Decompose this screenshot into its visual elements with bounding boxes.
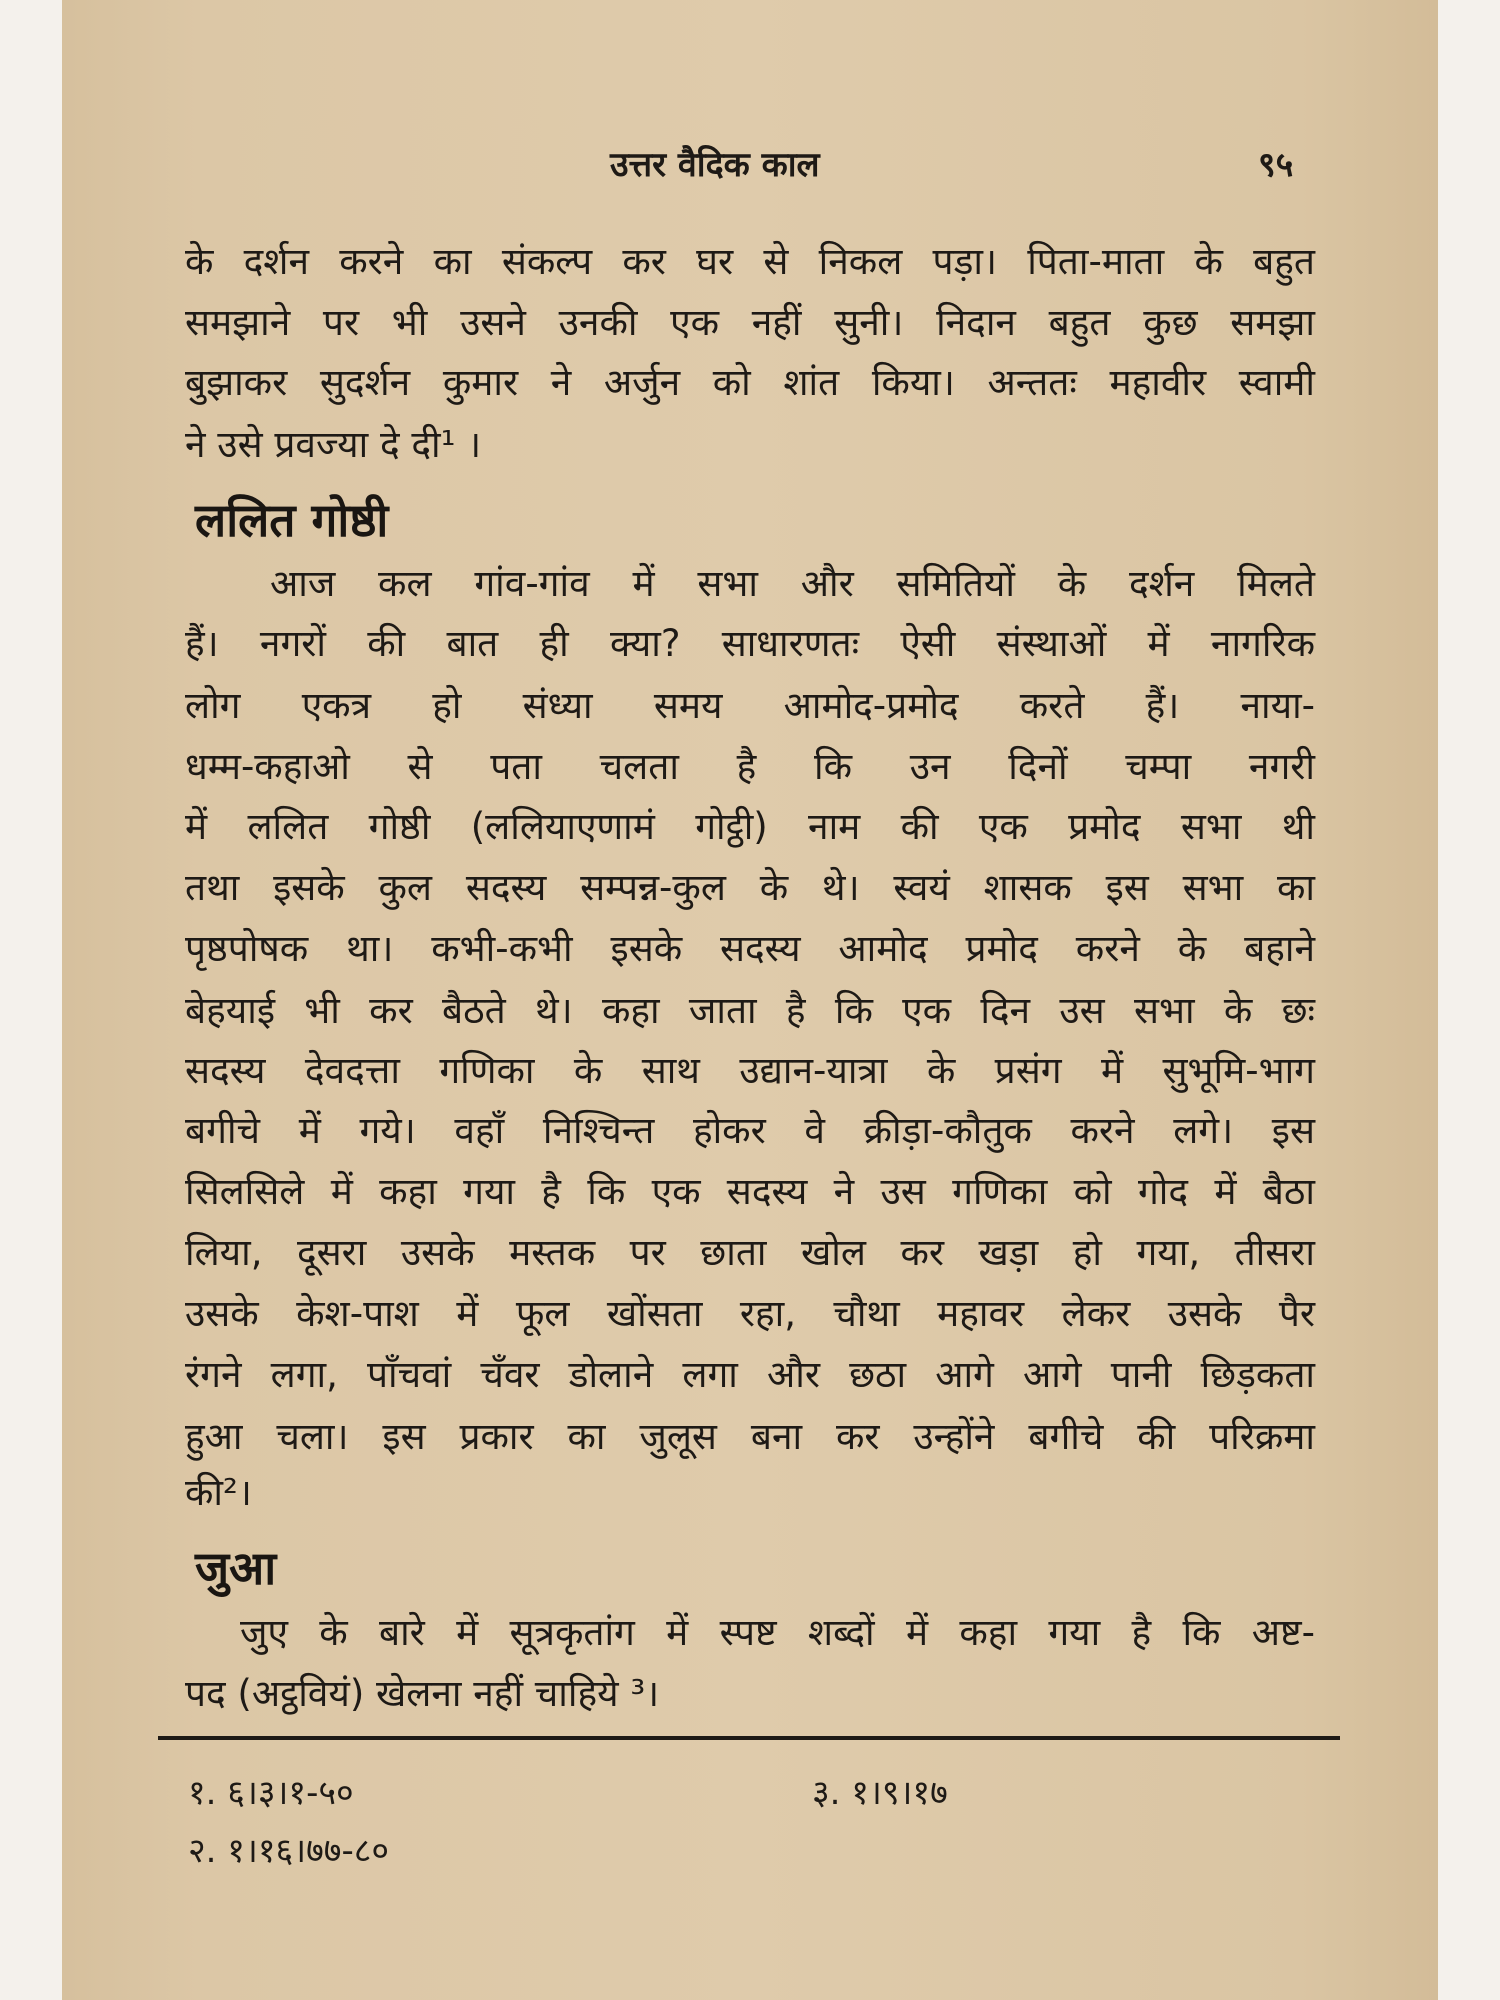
running-header-title: उत्तर वैदिक काल [610, 145, 820, 185]
text-line: धम्म-कहाओ से पता चलता है कि उन दिनों चम्पा नगरी [185, 745, 1315, 788]
text-line: के दर्शन करने का संकल्प कर घर से निकल पड़ा। पिता-माता के बहुत [185, 240, 1315, 283]
page-number: ९५ [1258, 145, 1294, 185]
text-line: की²। [185, 1471, 252, 1514]
section-heading: ललित गोष्ठी [195, 493, 389, 547]
text-line: रंगने लगा, पाँचवां चँवर डोलाने लगा और छठा आगे आगे पानी छिड़कता [185, 1353, 1315, 1396]
text-line: सदस्य देवदत्ता गणिका के साथ उद्यान-यात्रा के प्रसंग में सुभूमि-भाग [185, 1049, 1315, 1092]
text-line: हैं। नगरों की बात ही क्या? साधारणतः ऐसी संस्थाओं में नागरिक [185, 622, 1315, 665]
text-line: लोग एकत्र हो संध्या समय आमोद-प्रमोद करते हैं। नाया- [185, 684, 1315, 727]
text-line: पद (अट्ठवियं) खेलना नहीं चाहिये ³। [185, 1672, 660, 1715]
text-line: में ललित गोष्ठी (ललियाएणामं गोट्ठी) नाम की एक प्रमोद सभा थी [185, 805, 1315, 848]
text-line: आज कल गांव-गांव में सभा और समितियों के दर्शन मिलते [270, 562, 1315, 605]
text-line: बुझाकर सुदर्शन कुमार ने अर्जुन को शांत किया। अन्ततः महावीर स्वामी [185, 361, 1315, 404]
text-line: हुआ चला। इस प्रकार का जुलूस बना कर उन्होंने बगीचे की परिक्रमा [185, 1415, 1315, 1458]
text-line: पृष्ठपोषक था। कभी-कभी इसके सदस्य आमोद प्रमोद करने के बहाने [185, 927, 1315, 970]
footnote-divider [158, 1736, 1340, 1740]
text-line: लिया, दूसरा उसके मस्तक पर छाता खोल कर खड़ा हो गया, तीसरा [185, 1231, 1315, 1274]
text-line: बगीचे में गये। वहाँ निश्चिन्त होकर वे क्रीड़ा-कौतुक करने लगे। इस [185, 1109, 1315, 1152]
text-line: तथा इसके कुल सदस्य सम्पन्न-कुल के थे। स्वयं शासक इस सभा का [185, 866, 1315, 909]
text-line: उसके केश-पाश में फूल खोंसता रहा, चौथा महावर लेकर उसके पैर [185, 1292, 1315, 1335]
text-line: समझाने पर भी उसने उनकी एक नहीं सुनी। निदान बहुत कुछ समझा [185, 301, 1315, 344]
footnote-1: १. ६।३।१-५० [188, 1773, 354, 1813]
text-line: सिलसिले में कहा गया है कि एक सदस्य ने उस गणिका को गोद में बैठा [185, 1170, 1315, 1213]
text-line: जुए के बारे में सूत्रकृतांग में स्पष्ट शब्दों में कहा गया है कि अष्ट- [240, 1611, 1315, 1654]
text-line: ने उसे प्रवज्या दे दी¹ । [185, 423, 482, 466]
text-line: बेहयाई भी कर बैठते थे। कहा जाता है कि एक दिन उस सभा के छः [185, 989, 1315, 1032]
section-heading: जुआ [195, 1541, 277, 1595]
footnote-3: ३. १।९।१७ [812, 1773, 948, 1813]
footnote-2: २. १।१६।७७-८० [188, 1831, 390, 1871]
